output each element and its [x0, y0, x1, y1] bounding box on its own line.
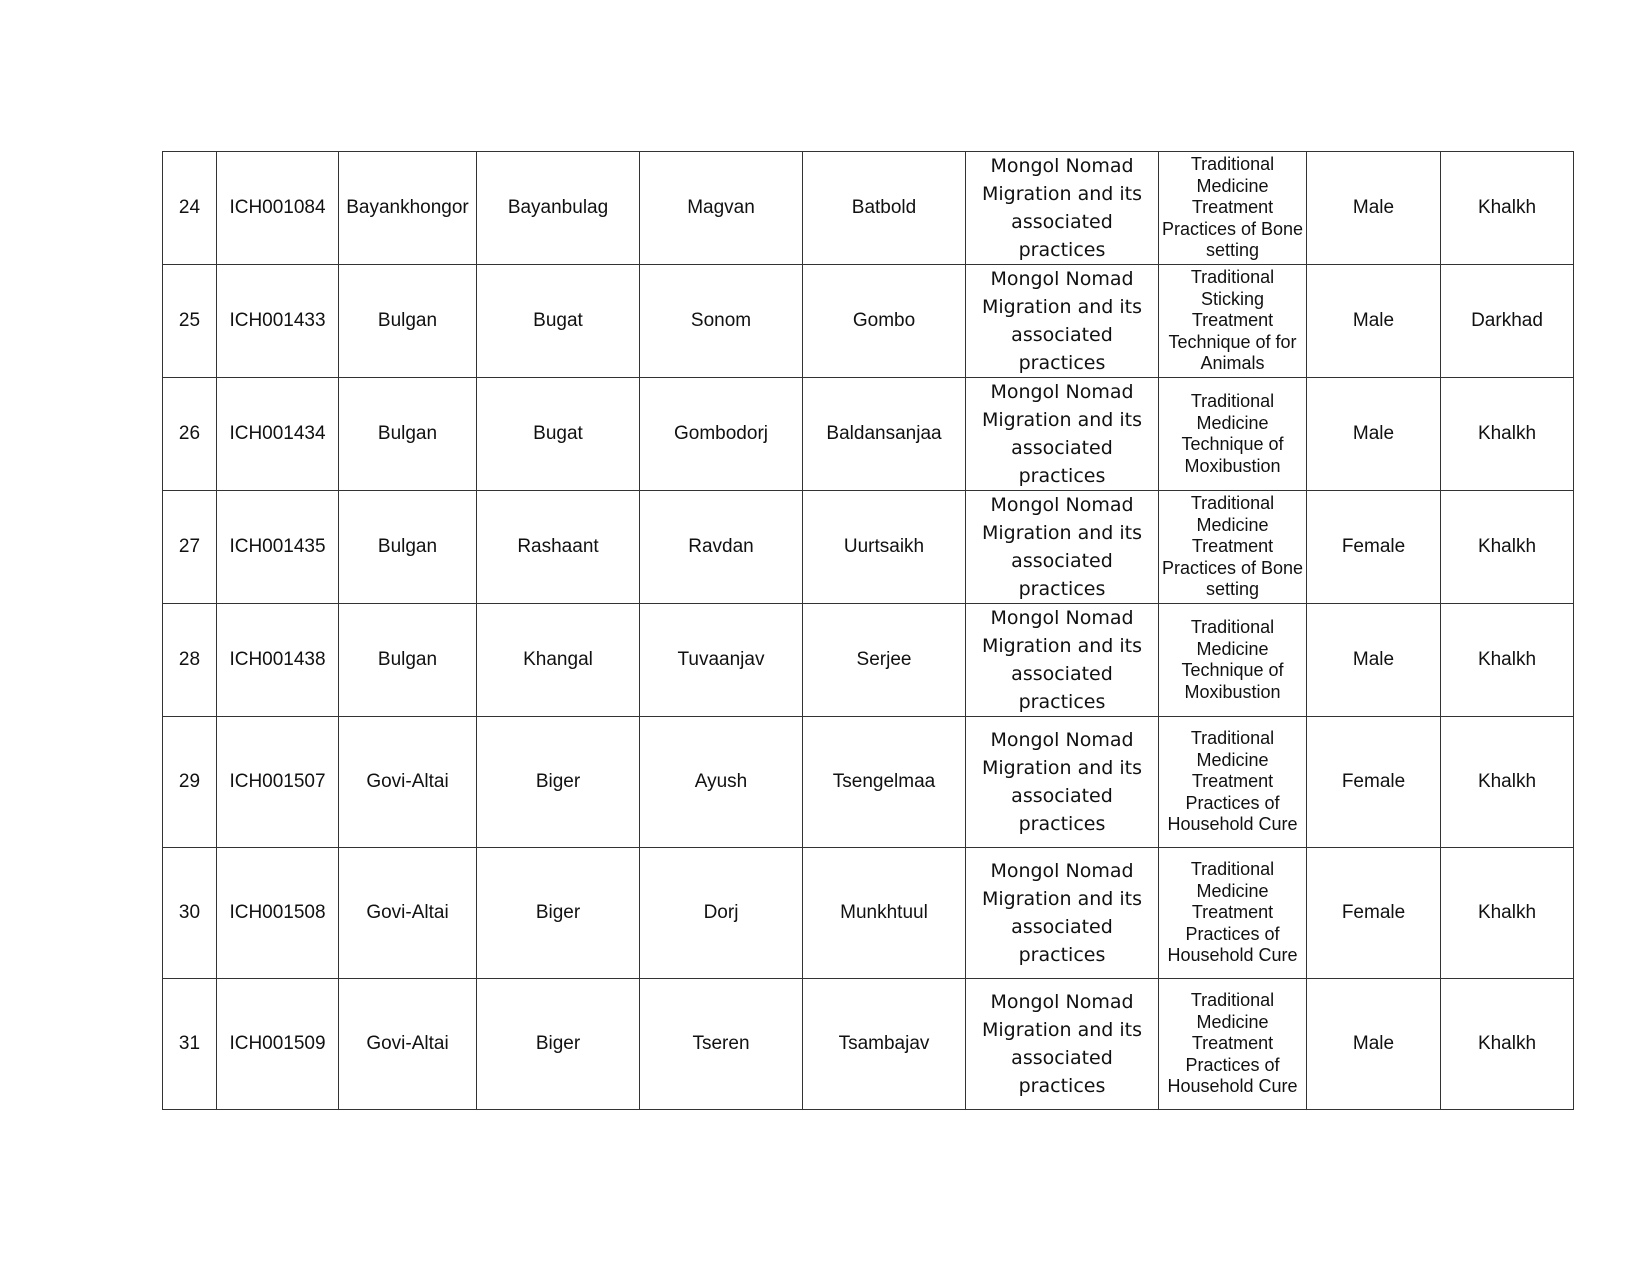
element-cell: Traditional Medicine Technique of Moxibustion — [1159, 378, 1307, 491]
ethnicity-cell: Khalkh — [1441, 717, 1574, 848]
last-name-cell: Gombodorj — [640, 378, 803, 491]
element-cell: Traditional Medicine Treatment Practices of Household Cure — [1159, 979, 1307, 1110]
province-cell: Bayankhongor — [339, 152, 477, 265]
row-number-cell: 26 — [163, 378, 217, 491]
last-name-cell: Tseren — [640, 979, 803, 1110]
soum-cell: Biger — [477, 848, 640, 979]
province-cell: Bulgan — [339, 604, 477, 717]
first-name-cell: Uurtsaikh — [803, 491, 966, 604]
element-cell: Traditional Medicine Treatment Practices of Bone setting — [1159, 491, 1307, 604]
row-number-cell: 27 — [163, 491, 217, 604]
table-row — [163, 717, 1574, 848]
first-name-cell: Gombo — [803, 265, 966, 378]
element-cell: Traditional Medicine Treatment Practices of Household Cure — [1159, 717, 1307, 848]
first-name-cell: Tsambajav — [803, 979, 966, 1110]
first-name-cell: Munkhtuul — [803, 848, 966, 979]
row-number-cell: 24 — [163, 152, 217, 265]
gender-cell: Female — [1307, 848, 1441, 979]
ethnicity-cell: Khalkh — [1441, 848, 1574, 979]
first-name-cell: Batbold — [803, 152, 966, 265]
last-name-cell: Dorj — [640, 848, 803, 979]
row-number-cell: 30 — [163, 848, 217, 979]
first-name-cell: Tsengelmaa — [803, 717, 966, 848]
ich-id-cell: ICH001435 — [217, 491, 339, 604]
province-cell: Govi-Altai — [339, 848, 477, 979]
first-name-cell: Serjee — [803, 604, 966, 717]
ich-id-cell: ICH001434 — [217, 378, 339, 491]
province-cell: Govi-Altai — [339, 979, 477, 1110]
ich-id-cell: ICH001508 — [217, 848, 339, 979]
province-cell: Govi-Altai — [339, 717, 477, 848]
table-row — [163, 265, 1574, 378]
domain-cell: Mongol Nomad Migration and its associated practices — [966, 717, 1159, 848]
table-row — [163, 152, 1574, 265]
ich-id-cell: ICH001084 — [217, 152, 339, 265]
table-row — [163, 979, 1574, 1110]
table-row — [163, 378, 1574, 491]
province-cell: Bulgan — [339, 378, 477, 491]
first-name-cell: Baldansanjaa — [803, 378, 966, 491]
last-name-cell: Tuvaanjav — [640, 604, 803, 717]
soum-cell: Rashaant — [477, 491, 640, 604]
domain-cell: Mongol Nomad Migration and its associated practices — [966, 848, 1159, 979]
gender-cell: Male — [1307, 378, 1441, 491]
element-cell: Traditional Medicine Treatment Practices of Bone setting — [1159, 152, 1307, 265]
gender-cell: Male — [1307, 265, 1441, 378]
ich-id-cell: ICH001433 — [217, 265, 339, 378]
last-name-cell: Ravdan — [640, 491, 803, 604]
soum-cell: Bayanbulag — [477, 152, 640, 265]
ethnicity-cell: Khalkh — [1441, 491, 1574, 604]
ethnicity-cell: Khalkh — [1441, 604, 1574, 717]
ethnicity-cell: Khalkh — [1441, 152, 1574, 265]
domain-cell: Mongol Nomad Migration and its associated practices — [966, 378, 1159, 491]
table-row — [163, 848, 1574, 979]
ethnicity-cell: Khalkh — [1441, 979, 1574, 1110]
row-number-cell: 28 — [163, 604, 217, 717]
last-name-cell: Magvan — [640, 152, 803, 265]
domain-cell: Mongol Nomad Migration and its associated practices — [966, 265, 1159, 378]
element-cell: Traditional Medicine Technique of Moxibustion — [1159, 604, 1307, 717]
element-cell: Traditional Sticking Treatment Technique of for Animals — [1159, 265, 1307, 378]
province-cell: Bulgan — [339, 265, 477, 378]
domain-cell: Mongol Nomad Migration and its associated practices — [966, 152, 1159, 265]
gender-cell: Female — [1307, 717, 1441, 848]
domain-cell: Mongol Nomad Migration and its associated practices — [966, 604, 1159, 717]
ethnicity-cell: Khalkh — [1441, 378, 1574, 491]
table-row — [163, 604, 1574, 717]
soum-cell: Bugat — [477, 265, 640, 378]
gender-cell: Male — [1307, 152, 1441, 265]
domain-cell: Mongol Nomad Migration and its associated practices — [966, 979, 1159, 1110]
row-number-cell: 31 — [163, 979, 217, 1110]
row-number-cell: 25 — [163, 265, 217, 378]
ich-id-cell: ICH001509 — [217, 979, 339, 1110]
soum-cell: Biger — [477, 717, 640, 848]
element-cell: Traditional Medicine Treatment Practices of Household Cure — [1159, 848, 1307, 979]
soum-cell: Biger — [477, 979, 640, 1110]
last-name-cell: Sonom — [640, 265, 803, 378]
gender-cell: Male — [1307, 979, 1441, 1110]
row-number-cell: 29 — [163, 717, 217, 848]
ethnicity-cell: Darkhad — [1441, 265, 1574, 378]
gender-cell: Female — [1307, 491, 1441, 604]
ich-id-cell: ICH001438 — [217, 604, 339, 717]
table-row — [163, 491, 1574, 604]
soum-cell: Bugat — [477, 378, 640, 491]
last-name-cell: Ayush — [640, 717, 803, 848]
province-cell: Bulgan — [339, 491, 477, 604]
domain-cell: Mongol Nomad Migration and its associated practices — [966, 491, 1159, 604]
soum-cell: Khangal — [477, 604, 640, 717]
registry-table — [162, 151, 1574, 1110]
gender-cell: Male — [1307, 604, 1441, 717]
ich-id-cell: ICH001507 — [217, 717, 339, 848]
